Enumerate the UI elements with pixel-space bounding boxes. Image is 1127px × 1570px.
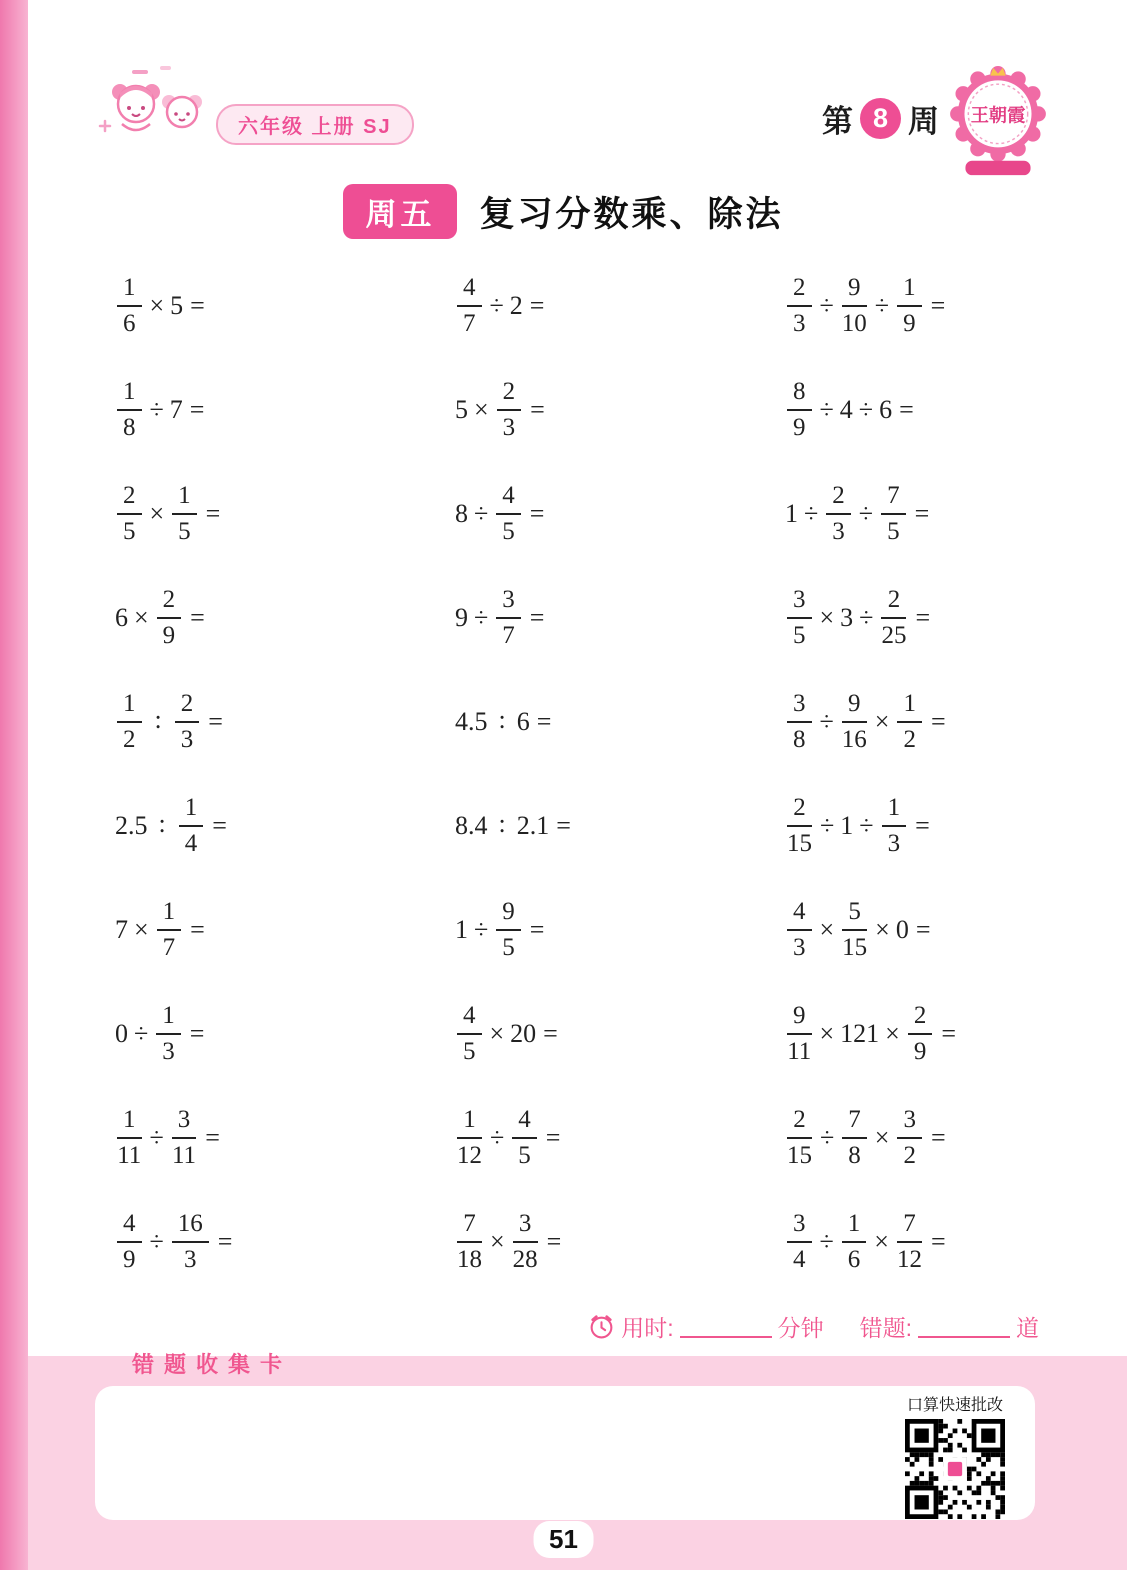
- denominator: 9: [793, 414, 806, 441]
- fraction: [497, 378, 522, 442]
- numerator: 1: [842, 1210, 867, 1243]
- denominator: 3: [184, 1246, 197, 1273]
- equals-sign: =: [190, 915, 205, 944]
- fraction: [457, 1106, 482, 1170]
- problem: [455, 378, 785, 442]
- problem: [115, 690, 455, 754]
- denominator: 2: [903, 1142, 916, 1169]
- day-label: 周五: [343, 184, 457, 239]
- denominator: 9: [913, 1038, 927, 1065]
- numerator: 9: [787, 1002, 812, 1035]
- operator: ÷: [149, 1227, 164, 1256]
- equals-sign: =: [529, 499, 545, 528]
- numerator: 4: [787, 898, 812, 931]
- operator: ÷: [859, 811, 874, 840]
- problem: [455, 274, 785, 338]
- fraction: [117, 1106, 142, 1170]
- fraction: [117, 690, 142, 754]
- number: 1: [455, 915, 468, 944]
- number: 5: [170, 291, 184, 320]
- fraction: [787, 898, 812, 962]
- fraction: [172, 1106, 197, 1170]
- fraction: [496, 586, 521, 650]
- week-number-circle: 8: [860, 98, 901, 139]
- operator: ÷: [819, 395, 834, 424]
- denominator: 2: [123, 726, 136, 753]
- denominator: 8: [848, 1142, 861, 1169]
- numerator: 2: [117, 482, 142, 515]
- page-title: [0, 184, 1127, 239]
- operator: ÷: [804, 499, 819, 528]
- numerator: 7: [881, 482, 906, 515]
- denominator: 12: [457, 1142, 482, 1169]
- denominator: 5: [463, 1038, 476, 1065]
- wrong-blank: [918, 1316, 1010, 1338]
- fraction: [172, 482, 197, 546]
- number: 1: [840, 811, 854, 840]
- operator: ÷: [149, 1123, 164, 1152]
- fraction: [457, 274, 482, 338]
- operator: ×: [134, 603, 149, 632]
- number: 6: [879, 395, 893, 424]
- operator: ×: [149, 291, 165, 320]
- denominator: 3: [793, 310, 806, 337]
- numerator: 2: [826, 482, 851, 515]
- equals-sign: =: [208, 707, 223, 736]
- fraction: [513, 1210, 538, 1274]
- numerator: 1: [117, 378, 142, 411]
- fraction: [882, 794, 907, 858]
- equals-sign: =: [217, 1227, 233, 1256]
- problem: [455, 707, 785, 737]
- problem: [785, 274, 1055, 338]
- number: 4: [839, 395, 853, 424]
- denominator: 5: [123, 518, 136, 545]
- operator: ×: [819, 915, 835, 944]
- equals-sign: =: [530, 395, 545, 424]
- numerator: 3: [496, 586, 521, 619]
- problem: [785, 378, 1055, 442]
- equals-sign: =: [915, 603, 931, 632]
- numerator: 3: [172, 1106, 197, 1139]
- equals-sign: =: [212, 811, 227, 840]
- fraction: [787, 586, 812, 650]
- title-text: 复习分数乘、除法: [479, 194, 784, 234]
- problem: [115, 482, 455, 546]
- fraction: [787, 378, 812, 442]
- fraction: [117, 378, 142, 442]
- operator: :: [498, 809, 506, 838]
- fraction: [117, 274, 142, 338]
- operator: ×: [134, 915, 149, 944]
- equals-sign: =: [529, 603, 545, 632]
- numerator: 7: [842, 1106, 867, 1139]
- equals-sign: =: [914, 499, 930, 528]
- number: 0: [115, 1019, 128, 1048]
- stats-line: [588, 1310, 1039, 1343]
- numerator: 1: [179, 794, 204, 827]
- numerator: 1: [457, 1106, 482, 1139]
- denominator: 2: [903, 726, 916, 753]
- problem: [115, 274, 455, 338]
- numerator: 1: [117, 690, 142, 723]
- grade-badge: 六年级 上册 SJ: [216, 104, 414, 145]
- numerator: 4: [512, 1106, 537, 1139]
- denominator: 4: [793, 1246, 806, 1273]
- equals-sign: =: [915, 915, 931, 944]
- problem: [455, 586, 785, 650]
- equals-sign: =: [529, 291, 545, 320]
- problem: [115, 586, 455, 650]
- numerator: 2: [908, 1002, 933, 1035]
- operator: ÷: [489, 291, 504, 320]
- number: 5: [455, 395, 468, 424]
- number: 7: [115, 915, 128, 944]
- fraction: [881, 482, 906, 546]
- numerator: 2: [497, 378, 522, 411]
- problem: [455, 1002, 785, 1066]
- denominator: 15: [787, 830, 812, 857]
- equals-sign: =: [190, 603, 205, 632]
- problem: [785, 1210, 1055, 1274]
- operator: ÷: [474, 499, 489, 528]
- problem: [115, 794, 455, 858]
- fraction: [117, 1210, 142, 1274]
- fraction: [787, 794, 812, 858]
- numerator: 9: [842, 274, 867, 307]
- equals-sign: =: [546, 1227, 562, 1256]
- operator: ×: [874, 707, 890, 736]
- equals-sign: =: [915, 811, 930, 840]
- fraction: [179, 794, 204, 858]
- denominator: 3: [832, 518, 845, 545]
- equals-sign: =: [930, 1123, 946, 1152]
- numerator: 2: [787, 794, 812, 827]
- denominator: 3: [793, 934, 806, 961]
- denominator: 10: [841, 310, 867, 337]
- brand-badge: [950, 66, 1046, 179]
- numerator: 1: [897, 690, 922, 723]
- numerator: 1: [117, 1106, 142, 1139]
- number: 9: [455, 603, 468, 632]
- number: 2: [509, 291, 523, 320]
- fraction: [117, 482, 142, 546]
- number: 6: [516, 707, 530, 736]
- equals-sign: =: [205, 1123, 220, 1152]
- operator: ÷: [134, 1019, 149, 1048]
- fraction: [457, 1210, 482, 1274]
- brand-name: 王朝霞: [970, 105, 1026, 126]
- operator: ÷: [149, 395, 164, 424]
- operator: ×: [819, 1019, 835, 1048]
- denominator: 7: [502, 622, 515, 649]
- equals-sign: =: [899, 395, 914, 424]
- numerator: 2: [787, 1106, 812, 1139]
- operator: ÷: [820, 811, 835, 840]
- fraction: [842, 690, 867, 754]
- time-blank: [680, 1316, 772, 1338]
- numerator: 4: [457, 274, 482, 307]
- time-label: 用时:: [621, 1315, 674, 1341]
- problems-grid: [115, 254, 1055, 1294]
- problem: [785, 1002, 1055, 1066]
- numerator: 9: [842, 690, 867, 723]
- fraction: [787, 1210, 812, 1274]
- numerator: 1: [882, 794, 907, 827]
- numerator: 7: [897, 1210, 922, 1243]
- operator: :: [154, 705, 162, 734]
- numerator: 1: [897, 274, 922, 307]
- operator: ×: [885, 1019, 900, 1048]
- operator: ×: [474, 395, 489, 424]
- fraction: [826, 482, 851, 546]
- fraction: [842, 898, 867, 962]
- operator: ÷: [474, 915, 489, 944]
- numerator: 3: [787, 690, 812, 723]
- denominator: 8: [793, 726, 806, 753]
- equals-sign: =: [930, 291, 946, 320]
- fraction: [842, 274, 867, 338]
- problem: [455, 1210, 785, 1274]
- denominator: 5: [793, 622, 806, 649]
- problem: [455, 811, 785, 841]
- operator: ÷: [859, 603, 874, 632]
- problem: [115, 1210, 455, 1274]
- fraction: [881, 586, 906, 650]
- equals-sign: =: [190, 291, 205, 320]
- numerator: 2: [175, 690, 200, 723]
- denominator: 5: [518, 1142, 531, 1169]
- operator: ÷: [819, 1227, 834, 1256]
- denominator: 9: [123, 1246, 136, 1273]
- fraction: [908, 1002, 933, 1066]
- wrong-label: 错题:: [859, 1315, 912, 1341]
- numerator: 1: [157, 898, 182, 931]
- denominator: 5: [178, 518, 191, 545]
- mascot-illustration: [98, 64, 210, 150]
- problem: [115, 898, 455, 962]
- equals-sign: =: [556, 811, 571, 840]
- problem: [115, 1002, 455, 1066]
- denominator: 9: [162, 622, 176, 649]
- denominator: 8: [123, 414, 136, 441]
- number: 7: [169, 395, 183, 424]
- number: 8: [455, 499, 468, 528]
- denominator: 11: [787, 1038, 812, 1065]
- equals-sign: =: [189, 395, 205, 424]
- denominator: 3: [887, 830, 901, 857]
- number: 4.5: [455, 707, 488, 736]
- problem: [785, 482, 1055, 546]
- denominator: 6: [123, 310, 136, 337]
- numerator: 5: [842, 898, 867, 931]
- numerator: 3: [787, 586, 812, 619]
- denominator: 3: [180, 726, 194, 753]
- operator: ÷: [819, 291, 834, 320]
- operator: ÷: [858, 395, 874, 424]
- denominator: 4: [184, 830, 198, 857]
- numerator: 8: [787, 378, 812, 411]
- week-suffix: 周: [908, 104, 939, 139]
- fraction: [156, 1002, 181, 1066]
- numerator: 9: [496, 898, 521, 931]
- fraction: [897, 690, 922, 754]
- equals-sign: =: [930, 707, 946, 736]
- operator: ÷: [819, 707, 834, 736]
- number: 3: [840, 603, 854, 632]
- denominator: 6: [847, 1246, 861, 1273]
- numerator: 1: [156, 1002, 181, 1035]
- denominator: 25: [881, 622, 907, 649]
- equals-sign: =: [941, 1019, 957, 1048]
- fraction: [157, 586, 182, 650]
- numerator: 16: [172, 1210, 209, 1243]
- denominator: 7: [463, 310, 476, 337]
- fraction: [157, 898, 182, 962]
- fraction: [175, 690, 200, 754]
- operator: ×: [149, 499, 165, 528]
- denominator: 11: [117, 1142, 142, 1169]
- problem: [455, 1106, 785, 1170]
- fraction: [787, 1106, 812, 1170]
- equals-sign: =: [536, 707, 552, 736]
- fraction: [512, 1106, 537, 1170]
- week-prefix: 第: [822, 104, 853, 139]
- number: 20: [510, 1019, 537, 1048]
- denominator: 15: [787, 1142, 812, 1169]
- operator: ×: [874, 1123, 890, 1152]
- operator: ÷: [874, 291, 890, 320]
- problem: [455, 482, 785, 546]
- number: 121: [840, 1019, 880, 1048]
- fraction: [496, 482, 521, 546]
- denominator: 3: [502, 414, 516, 441]
- number: 2.5: [115, 811, 148, 840]
- numerator: 7: [457, 1210, 482, 1243]
- fraction: [787, 690, 812, 754]
- numerator: 2: [787, 274, 812, 307]
- denominator: 28: [512, 1246, 538, 1273]
- equals-sign: =: [545, 1123, 561, 1152]
- operator: ×: [874, 1227, 889, 1256]
- equals-sign: =: [189, 1019, 205, 1048]
- equals-sign: =: [529, 915, 545, 944]
- fraction: [787, 274, 812, 338]
- operator: ×: [489, 1019, 505, 1048]
- problem: [785, 898, 1055, 962]
- fraction: [897, 274, 922, 338]
- equals-sign: =: [205, 499, 221, 528]
- problem: [455, 898, 785, 962]
- number: 1: [785, 499, 798, 528]
- operator: ÷: [820, 1123, 835, 1152]
- operator: ÷: [858, 499, 874, 528]
- denominator: 12: [896, 1246, 922, 1273]
- page-number: 51: [533, 1521, 594, 1558]
- operator: ×: [819, 603, 835, 632]
- numerator: 4: [496, 482, 521, 515]
- number: 2.1: [516, 811, 550, 840]
- numerator: 4: [457, 1002, 482, 1035]
- number: 6: [115, 603, 128, 632]
- numerator: 3: [513, 1210, 538, 1243]
- number: 0: [895, 915, 909, 944]
- problem: [115, 1106, 455, 1170]
- numerator: 3: [897, 1106, 922, 1139]
- numerator: 1: [117, 274, 142, 307]
- numerator: 2: [881, 586, 906, 619]
- numerator: 2: [157, 586, 182, 619]
- fraction: [457, 1002, 482, 1066]
- denominator: 16: [841, 726, 867, 753]
- week-label: [822, 96, 939, 141]
- fraction: [842, 1106, 867, 1170]
- denominator: 5: [502, 518, 515, 545]
- operator: :: [498, 705, 506, 734]
- quick-check-area: [889, 1392, 1021, 1524]
- problem: [785, 586, 1055, 650]
- problem: [785, 690, 1055, 754]
- problem: [785, 794, 1055, 858]
- fraction: [842, 1210, 867, 1274]
- quick-check-label: 口算快速批改: [906, 1397, 1003, 1414]
- error-collection-card: [95, 1386, 1035, 1520]
- wrong-unit: 道: [1016, 1315, 1039, 1341]
- denominator: 18: [457, 1246, 482, 1273]
- fraction: [897, 1106, 922, 1170]
- number: 8.4: [455, 811, 488, 840]
- operator: ×: [875, 915, 890, 944]
- fraction: [897, 1210, 922, 1274]
- numerator: 3: [787, 1210, 812, 1243]
- equals-sign: =: [543, 1019, 558, 1048]
- problem: [785, 1106, 1055, 1170]
- denominator: 9: [903, 310, 916, 337]
- fraction: [496, 898, 521, 962]
- problem: [115, 378, 455, 442]
- denominator: 5: [887, 518, 900, 545]
- denominator: 11: [171, 1142, 197, 1169]
- denominator: 5: [502, 934, 515, 961]
- denominator: 15: [842, 934, 868, 961]
- numerator: 4: [117, 1210, 142, 1243]
- equals-sign: =: [930, 1227, 946, 1256]
- fraction: [787, 1002, 812, 1066]
- qr-code: [905, 1419, 1005, 1519]
- timer-icon: [588, 1313, 615, 1340]
- operator: ×: [490, 1227, 505, 1256]
- numerator: 1: [172, 482, 197, 515]
- operator: :: [158, 809, 166, 838]
- denominator: 3: [162, 1038, 175, 1065]
- fraction: [172, 1210, 209, 1274]
- denominator: 7: [162, 934, 176, 961]
- error-card-label: 错题收集卡: [132, 1352, 293, 1377]
- operator: ÷: [474, 603, 489, 632]
- time-unit: 分钟: [777, 1315, 824, 1341]
- operator: ÷: [490, 1123, 505, 1152]
